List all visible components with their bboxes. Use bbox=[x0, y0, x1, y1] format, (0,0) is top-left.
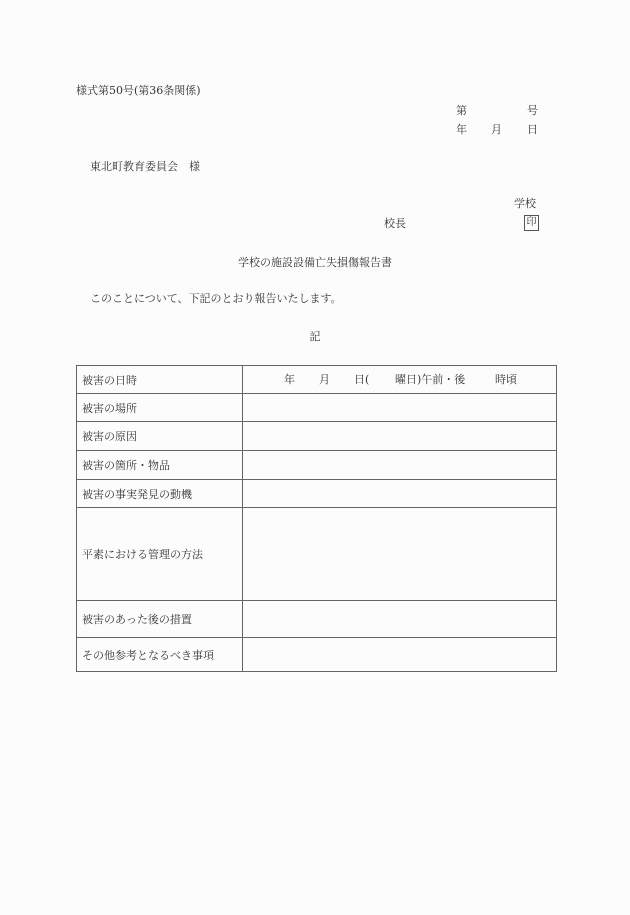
datetime-field[interactable] bbox=[243, 366, 557, 394]
datetime-month: 月 bbox=[319, 373, 330, 386]
row-label: 平素における管理の方法 bbox=[77, 508, 243, 601]
datetime-weekday-ampm: 曜日)午前・後 bbox=[395, 373, 466, 386]
date-day: 日 bbox=[527, 123, 538, 136]
table-row bbox=[77, 394, 557, 422]
damaged-items-field[interactable] bbox=[243, 451, 557, 480]
sender-principal: 校長 bbox=[384, 217, 406, 230]
row-label: 被害の場所 bbox=[77, 394, 243, 422]
management-method-field[interactable] bbox=[243, 508, 557, 601]
document-title: 学校の施設設備亡失損傷報告書 bbox=[238, 256, 392, 269]
row-label: その他参考となるべき事項 bbox=[77, 638, 243, 672]
report-table bbox=[76, 365, 557, 672]
datetime-year: 年 bbox=[284, 373, 295, 386]
row-label: 被害のあった後の措置 bbox=[77, 601, 243, 638]
location-field[interactable] bbox=[243, 394, 557, 422]
row-label: 被害の箇所・物品 bbox=[77, 451, 243, 480]
ki-heading: 記 bbox=[309, 330, 321, 343]
doc-number-go: 号 bbox=[527, 104, 538, 117]
doc-number-dai: 第 bbox=[456, 104, 467, 117]
datetime-day: 日( bbox=[354, 373, 370, 386]
table-row bbox=[77, 480, 557, 508]
date-month: 月 bbox=[491, 123, 502, 136]
table-row bbox=[77, 366, 557, 394]
datetime-hour: 時頃 bbox=[495, 373, 517, 386]
measures-field[interactable] bbox=[243, 601, 557, 638]
discovery-field[interactable] bbox=[243, 480, 557, 508]
sender-school: 学校 bbox=[514, 197, 536, 210]
intro-text: このことについて、下記のとおり報告いたします。 bbox=[90, 292, 342, 305]
addressee: 東北町教育委員会 様 bbox=[90, 160, 200, 173]
form-number: 様式第50号(第36条関係) bbox=[76, 84, 201, 97]
row-label: 被害の原因 bbox=[77, 422, 243, 451]
table-row bbox=[77, 638, 557, 672]
row-label: 被害の事実発見の動機 bbox=[77, 480, 243, 508]
seal-mark: 印 bbox=[524, 215, 539, 231]
row-label: 被害の日時 bbox=[77, 366, 243, 394]
table-row bbox=[77, 601, 557, 638]
table-row bbox=[77, 422, 557, 451]
table-row bbox=[77, 508, 557, 601]
table-row bbox=[77, 451, 557, 480]
cause-field[interactable] bbox=[243, 422, 557, 451]
other-notes-field[interactable] bbox=[243, 638, 557, 672]
date-year: 年 bbox=[456, 123, 467, 136]
